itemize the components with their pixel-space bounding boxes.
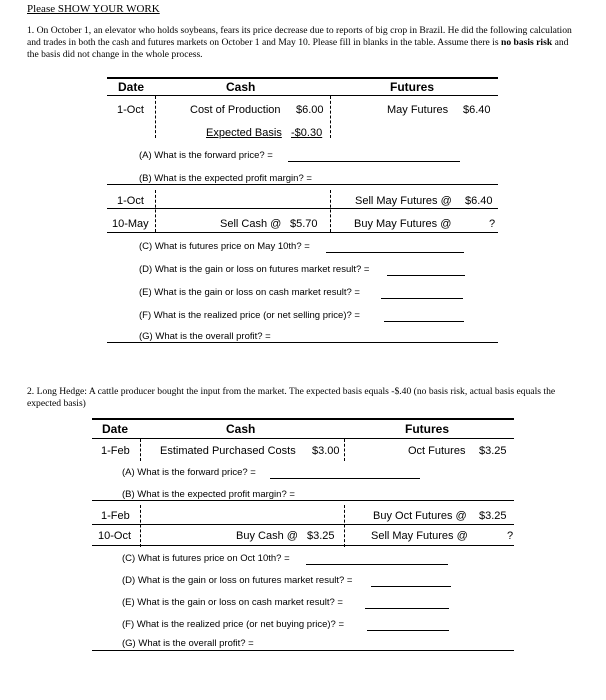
q1-r1-fut-value: $6.40 (463, 104, 491, 116)
q2-r4-fut-value: ? (507, 530, 514, 542)
q1-r4-fut-label: Buy May Futures @ (354, 218, 452, 230)
q1-r1-cash-value: $6.00 (296, 104, 324, 116)
q1-r4-cash-label: Sell Cash @ (220, 218, 282, 230)
q2-r3-fut-value: $3.25 (479, 510, 507, 522)
q1-intro-bold: no basis risk (500, 37, 553, 48)
q2-col-futures: Futures (405, 422, 450, 436)
q2-header-rule (92, 438, 514, 439)
q2-question-g: (G) What is the overall profit? = (122, 638, 254, 649)
q2-r4-fut-label: Sell May Futures @ (371, 530, 468, 542)
q1-question-b: (B) What is the expected profit margin? = (139, 173, 312, 184)
q2-r1-fut-label: Oct Futures (408, 445, 466, 457)
q2-answer-d-blank[interactable] (371, 586, 451, 587)
q1-question-f: (F) What is the realized price (or net selling price)? = (139, 310, 360, 321)
q1-col-date: Date (118, 80, 145, 94)
q1-answer-e-blank[interactable] (381, 298, 463, 299)
q2-question-f: (F) What is the realized price (or net buying price)? = (122, 619, 345, 630)
q1-r4-date: 10-May (112, 218, 149, 230)
q2-r4-date: 10-Oct (98, 530, 132, 542)
q2-question-e: (E) What is the gain or loss on cash market result? = (122, 597, 343, 608)
q1-col-cash: Cash (226, 80, 256, 94)
q2-question-a: (A) What is the forward price? = (122, 467, 256, 478)
q1-intro-a: 1. On October 1, an elevator who holds soybeans, fears its price decrease due to reports of big crop in Brazil. He did the following calculation and trades in both the cash and futures markets on October 1 and May 10. Please fill in blanks in the table. Assume there is (27, 25, 572, 48)
q2-answer-b-rule[interactable] (92, 500, 514, 501)
q1-header-rule (107, 95, 498, 96)
q2-top-rule (92, 418, 514, 420)
q2-divider (140, 505, 141, 547)
q2-answer-c-blank[interactable] (306, 564, 448, 565)
q2-divider (344, 439, 345, 461)
q2-question-d: (D) What is the gain or loss on futures market result? = (122, 575, 353, 586)
q1-r3-date: 1-Oct (117, 195, 144, 207)
q1-divider (330, 96, 331, 138)
q1-r3-fut-label: Sell May Futures @ (355, 195, 452, 207)
q1-answer-b-rule[interactable] (107, 184, 498, 185)
q1-col-futures: Futures (390, 80, 435, 94)
page-header: Please SHOW YOUR WORK (27, 3, 160, 15)
q1-row3-rule (107, 208, 498, 209)
q1-r4-fut-value: ? (489, 218, 496, 230)
q2-col-date: Date (102, 422, 129, 436)
q2-r1-date: 1-Feb (101, 445, 130, 457)
q1-r3-fut-value: $6.40 (465, 195, 493, 207)
q1-answer-d-blank[interactable] (387, 275, 465, 276)
q2-r4-cash-value: $3.25 (307, 530, 335, 542)
q2-row4-rule (92, 545, 514, 546)
q1-question-g: (G) What is the overall profit? = (139, 331, 271, 342)
q2-r1-cash-value: $3.00 (312, 445, 340, 457)
q2-r4-cash-label: Buy Cash @ (236, 530, 298, 542)
q1-divider (155, 190, 156, 232)
q2-answer-f-blank[interactable] (367, 630, 449, 631)
q2-answer-g-rule[interactable] (92, 650, 514, 651)
q1-divider (155, 96, 156, 138)
q2-answer-e-blank[interactable] (365, 608, 449, 609)
q2-r3-date: 1-Feb (101, 510, 130, 522)
q2-intro: 2. Long Hedge: A cattle producer bought the input from the market. The expected basis equals -$.40 (no basis risk, actual basis equals the expected basis) (27, 386, 556, 409)
q2-col-cash: Cash (226, 422, 256, 436)
q2-r3-fut-label: Buy Oct Futures @ (373, 510, 467, 522)
q1-question-e: (E) What is the gain or loss on cash market result? = (139, 287, 360, 298)
q1-question-c: (C) What is futures price on May 10th? = (139, 241, 310, 252)
q1-answer-g-rule[interactable] (107, 342, 498, 343)
q1-intro-b: and the basis did not change in the whole process. (27, 37, 569, 60)
q2-question-c: (C) What is futures price on Oct 10th? = (122, 553, 290, 564)
q1-r1-cash-label: Cost of Production (190, 104, 281, 116)
q1-question-a: (A) What is the forward price? = (139, 150, 273, 161)
q1-row4-rule (107, 232, 498, 233)
q2-r1-fut-value: $3.25 (479, 445, 507, 457)
q1-r2-cash-value: -$0.30 (291, 127, 323, 139)
q2-question-b: (B) What is the expected profit margin? = (122, 489, 295, 500)
q1-answer-f-blank[interactable] (384, 321, 464, 322)
q2-r1-cash-label: Estimated Purchased Costs (160, 445, 296, 457)
q2-divider (140, 439, 141, 461)
q1-r2-cash-label: Expected Basis (206, 127, 282, 139)
q1-r1-fut-label: May Futures (387, 104, 449, 116)
q1-divider (330, 190, 331, 232)
q2-answer-a-blank[interactable] (270, 478, 420, 479)
q1-r1-date: 1-Oct (117, 104, 144, 116)
q1-question-d: (D) What is the gain or loss on futures market result? = (139, 264, 370, 275)
q1-r4-cash-value: $5.70 (290, 218, 318, 230)
q1-answer-a-blank[interactable] (288, 161, 460, 162)
q2-divider (344, 505, 345, 547)
q1-top-rule (107, 77, 498, 79)
q1-intro (27, 25, 582, 61)
q1-answer-c-blank[interactable] (326, 252, 464, 253)
q2-row3-rule (92, 524, 514, 525)
